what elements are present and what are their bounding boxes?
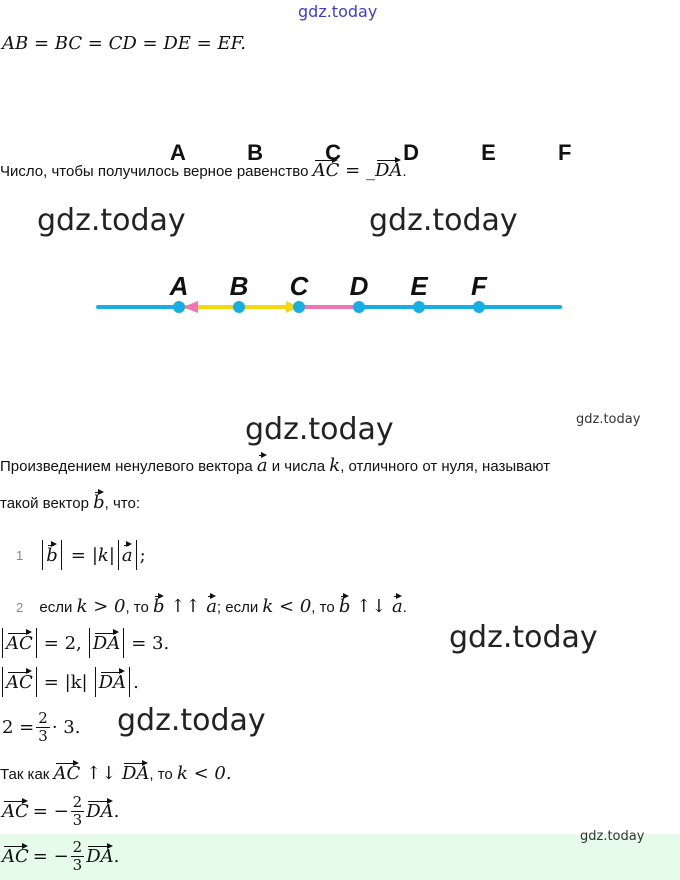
condition-math: k < 0 (262, 596, 312, 617)
condition-text: , то (125, 599, 149, 616)
semicolon: ; (139, 544, 146, 566)
solution-line-1 (2, 628, 169, 658)
point-label-e: E (410, 271, 428, 301)
fraction-denominator: 3 (72, 811, 83, 829)
definition-line-2 (0, 492, 140, 513)
cutoff-letters: A B C D E F (170, 140, 600, 165)
vector-ac: AC (2, 801, 29, 822)
watermark: gdz.today (37, 203, 186, 238)
value-text: = 3. (131, 632, 170, 654)
watermark-small: gdz.today (576, 412, 641, 427)
solution-text: Так как (0, 766, 50, 783)
condition-text: ; если (216, 599, 259, 616)
point-label-f: F (471, 271, 487, 301)
point-f (473, 301, 485, 313)
vector-a: a (392, 596, 403, 617)
definition-line-1 (0, 455, 550, 476)
definition-text: такой вектор (0, 495, 89, 512)
pink-arrowhead (183, 301, 198, 313)
period: . (402, 599, 407, 616)
definition-text: , отличного от нуля, называют (340, 458, 551, 475)
definition-text: , что: (104, 495, 141, 512)
period: . (113, 846, 120, 867)
vector-ac: AC (312, 160, 340, 181)
vector-da: DA (86, 846, 114, 867)
equals-sign: = (70, 544, 86, 566)
fraction-numerator: 2 (72, 793, 83, 811)
watermark: gdz.today (449, 620, 598, 655)
opposite-symbol: ↑↓ (356, 596, 387, 617)
k-symbol: k (329, 455, 341, 476)
codirected-symbol: ↑↑ (170, 596, 201, 617)
vector-ac: AC (53, 763, 81, 784)
question-period: . (402, 163, 407, 180)
list-number: 2 (16, 600, 24, 615)
solution-line-5 (2, 794, 119, 829)
solution-line-4 (0, 763, 232, 784)
vector-da: DA (374, 160, 403, 181)
condition-math: k > 0 (76, 596, 126, 617)
value-text: = − (32, 801, 69, 822)
fraction-numerator: 2 (72, 838, 83, 856)
vector-da: DA (121, 763, 150, 784)
point-d (353, 301, 365, 313)
condition-text: если (39, 599, 73, 616)
condition-2 (16, 596, 407, 617)
watermark-small: gdz.today (580, 829, 645, 844)
vector-da: DA (86, 801, 114, 822)
watermark: gdz.today (117, 703, 266, 738)
list-number: 1 (16, 547, 24, 563)
value-text: = 2, (43, 632, 82, 654)
fraction-denominator: 3 (38, 727, 48, 745)
point-label-d: D (349, 271, 369, 301)
question-line (0, 160, 407, 181)
point-b (233, 301, 245, 313)
solution-line-2 (2, 667, 139, 697)
condition-1 (16, 540, 146, 570)
point-c (293, 301, 305, 313)
equals-sign: = (345, 160, 361, 181)
vector-a: a (206, 596, 217, 617)
period: . (113, 801, 120, 822)
period: . (133, 671, 139, 693)
point-label-a: A (169, 271, 189, 301)
vector-b: b (153, 596, 165, 617)
value-text: = − (32, 846, 69, 867)
solution-text: , то (149, 766, 173, 783)
vector-a: a (121, 544, 133, 566)
watermark: gdz.today (245, 412, 394, 447)
equality-line: AB = BC = CD = DE = EF. (2, 33, 246, 54)
vector-a: a (256, 455, 268, 476)
vector-b: b (338, 596, 351, 617)
vector-da: DA (98, 671, 127, 693)
vector-ac: AC (6, 632, 33, 654)
vector-ac: AC (2, 846, 29, 867)
point-label-c: C (289, 271, 309, 301)
fraction (71, 794, 85, 829)
solution-line-3 (2, 710, 80, 745)
definition-text: и числа (271, 458, 326, 475)
fraction-numerator: 2 (38, 709, 48, 727)
vector-ac: AC (6, 671, 33, 693)
watermark: gdz.today (369, 203, 518, 238)
value-text: · 3. (51, 717, 81, 738)
points-diagram (0, 260, 680, 330)
fraction (71, 839, 85, 874)
k-abs: |k| (91, 544, 115, 566)
fraction-denominator: 3 (72, 856, 83, 874)
point-a (173, 301, 185, 313)
fraction (36, 710, 50, 745)
value-text: 2 = (2, 717, 35, 738)
condition-text: , то (311, 599, 335, 616)
answer-line (2, 839, 119, 874)
definition-text: Произведением ненулевого вектора (0, 458, 253, 475)
watermark-top: gdz.today (298, 2, 378, 21)
point-label-b: B (229, 271, 249, 301)
blank-slot: _ (365, 160, 375, 181)
vector-da: DA (92, 632, 121, 654)
value-text: = |k| (43, 671, 88, 693)
opposite-symbol: ↑↓ (86, 763, 117, 784)
question-text: Число, чтобы получилось верное равенство (0, 163, 309, 180)
vector-b: b (93, 492, 105, 513)
condition-math: k < 0. (176, 763, 232, 784)
vector-b: b (46, 544, 58, 566)
point-e (413, 301, 425, 313)
